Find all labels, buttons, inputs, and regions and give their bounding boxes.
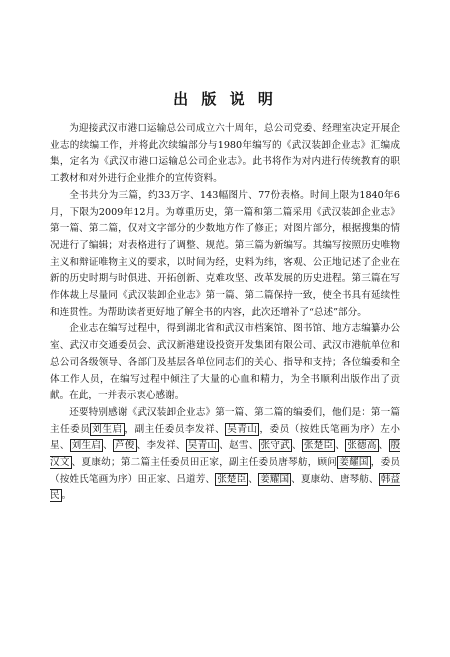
text-segment: 。 bbox=[61, 490, 72, 502]
document-body bbox=[50, 121, 400, 505]
text-segment: 还要特别感谢《武汉装卸企业志》第一篇、第二篇的编委们，他们是：第一篇主任委员 bbox=[50, 406, 400, 435]
boxed-name: 张守武 bbox=[260, 440, 291, 452]
boxed-name: 吴青山 bbox=[227, 423, 258, 435]
paragraph-intro: 为迎接武汉市港口运输总公司成立六十周年，总公司党委、经理室决定开展企业志的续编工作，并将此次续编部分与1980年编写的《武汉装卸企业志》汇编成集，定名为《武汉市港口运输总公司企业志》。此书将作为对内进行传统教育的职工教材和对外进行企业推介的宣传资料。 bbox=[50, 123, 400, 185]
boxed-name: 刘生启 bbox=[92, 423, 123, 435]
text-segment: 、 bbox=[335, 440, 346, 452]
boxed-name: 刘生启 bbox=[71, 440, 102, 452]
text-segment: ，副主任委员李发祥、 bbox=[124, 423, 226, 435]
boxed-name: 张德高 bbox=[347, 440, 377, 452]
paragraph-editors bbox=[50, 405, 400, 505]
boxed-name: 张楚臣 bbox=[217, 473, 247, 485]
boxed-name: 吴青山 bbox=[187, 440, 218, 452]
text-segment: 、夏康幼、唐琴舫、 bbox=[291, 473, 379, 485]
boxed-name: 殷汉文 bbox=[50, 440, 401, 469]
boxed-name: 姜耀国 bbox=[339, 457, 369, 469]
text-segment: 、赵雪、 bbox=[219, 440, 259, 452]
text-segment: 、 bbox=[103, 440, 113, 452]
text-segment: 、 bbox=[292, 440, 302, 452]
paragraph-structure: 全书共分为三篇，约33万字、143幅图片、77份表格。时间上限为1840年6月，下限为2009年12月。为尊重历史，第一篇和第二篇采用《武汉装卸企业志》第一篇、第二篇，仅对文字部分的少数地方作了修正；对图片部分，根据搜集的情况进行了编辑；对表格进行了调整、规范。第三篇为新编写。其编写按照历史唯物主义和辩证唯物主义的要求，以时间为经，史料为纬，客观、公正地记述了企业在新的历史时期与时俱进、开拓创新、克难攻坚、改革发展的历史进程。第三篇在写作体裁上尽量同《武汉装卸企业志》第一篇、第二篇保持一致，使全书具有延续性和连贯性。为帮助读者更好地了解全书的内容，此次还增补了“总述”部分。 bbox=[50, 189, 400, 318]
text-segment: ，委员（按姓氏笔画为序）左小星、 bbox=[50, 423, 401, 452]
boxed-name: 姜耀国 bbox=[260, 473, 290, 485]
text-segment: 、李发祥、 bbox=[136, 440, 186, 452]
paragraph-acknowledgements: 企业志在编写过程中，得到湖北省和武汉市档案馆、图书馆、地方志编纂办公室、武汉市交通委员会、武汉新港建设投资开发集团有限公司、武汉市港航单位和总公司各级领导、各部门及基层各单位同志们的关心、指导和支持；各位编委和全体工作人员，在编写过程中倾注了大量的心血和精力，为全书顺利出版作出了贡献。在此，一并表示衷心感谢。 bbox=[50, 323, 400, 402]
page-title: 出 版 说 明 bbox=[173, 90, 277, 108]
text-segment: 、 bbox=[248, 473, 259, 485]
text-segment: ，委员（按姓氏笔画为序）田正家、吕道芳、 bbox=[50, 457, 401, 485]
boxed-name: 张楚臣 bbox=[303, 440, 334, 452]
boxed-name: 芦俊 bbox=[114, 440, 135, 452]
boxed-name: 韩益民 bbox=[50, 473, 401, 502]
text-segment: 、夏康幼；第二篇主任委员田正家，副主任委员唐琴舫，顾问 bbox=[71, 457, 338, 469]
text-segment: 、 bbox=[378, 440, 389, 452]
